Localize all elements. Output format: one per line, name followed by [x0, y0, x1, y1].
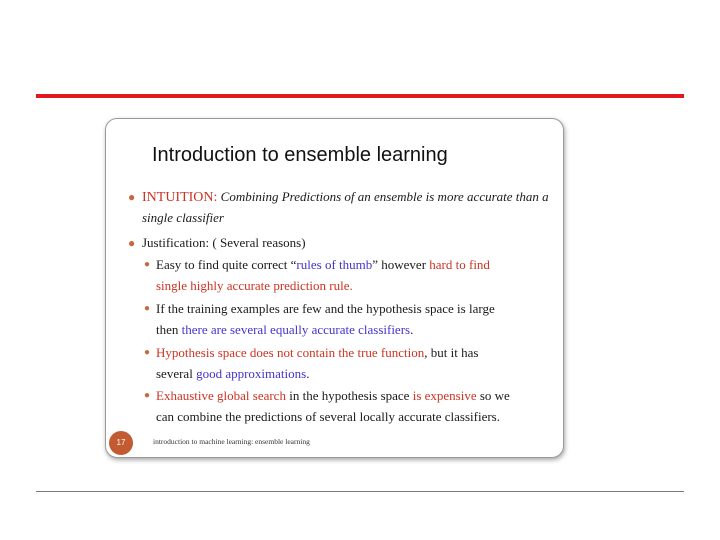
- page-number-badge: 17: [109, 431, 133, 455]
- bottom-rule: [36, 491, 684, 492]
- reason-1-rules-of-thumb: rules of thumb: [296, 257, 373, 272]
- reason-3-text-a2: several: [156, 366, 197, 381]
- reason-3-period: .: [306, 366, 310, 381]
- justification-label: Justification: [142, 235, 206, 250]
- bullet-icon: ●: [128, 236, 136, 250]
- reason-2-line-1: If the training examples are few and the hypothesis space is large: [156, 301, 495, 316]
- reason-1-line-2: single highly accurate prediction rule.: [156, 278, 353, 293]
- reason-1-hard-to-find: hard to find: [429, 257, 490, 272]
- reason-3-text-b: , but it has: [424, 345, 479, 360]
- reason-4-text-b: in the hypothesis space: [285, 388, 413, 403]
- reason-3-line-2: [156, 366, 309, 382]
- reason-3-good-approximations: good approximations: [196, 366, 307, 381]
- reason-3-line-1: [156, 345, 478, 361]
- justification-line: [142, 235, 306, 251]
- intuition-line-2: single classifier: [142, 210, 224, 225]
- reason-2-equally-accurate: there are several equally accurate classifiers: [181, 322, 411, 337]
- reason-2-text-a: then: [156, 322, 182, 337]
- intuition-line-1: [142, 189, 549, 206]
- sub-bullet-icon: ●: [144, 347, 151, 358]
- sub-bullet-icon: ●: [144, 303, 151, 314]
- slide-image: [105, 118, 564, 458]
- reason-4-exhaustive-search: Exhaustive global search: [156, 388, 286, 403]
- reason-2-line-2: [156, 322, 413, 338]
- reason-1-text-a: Easy to find quite correct “: [156, 257, 297, 272]
- intuition-label: INTUITION:: [142, 190, 218, 205]
- sub-bullet-icon: ●: [144, 259, 151, 270]
- bullet-icon: ●: [128, 190, 136, 204]
- reason-3-true-function: Hypothesis space does not contain the true function: [156, 345, 425, 360]
- reason-4-is-expensive: is expensive: [412, 388, 477, 403]
- reason-4-line-2: can combine the predictions of several locally accurate classifiers.: [156, 409, 500, 424]
- reason-1-line-1: [156, 257, 490, 273]
- reason-1-text-c: ” however: [372, 257, 430, 272]
- reason-4-line-1: [156, 388, 510, 404]
- intuition-text-1: Combining Predictions of an ensemble is more accurate than a: [220, 189, 549, 204]
- reason-2-period: .: [410, 322, 414, 337]
- justification-text: : ( Several reasons): [205, 235, 306, 250]
- sub-bullet-icon: ●: [144, 390, 151, 401]
- slide-title: Introduction to ensemble learning: [152, 144, 448, 166]
- slide-footer: introduction to machine learning: ensemble learning: [153, 437, 310, 446]
- top-accent-rule: [36, 94, 684, 98]
- reason-4-text-d: so we: [476, 388, 510, 403]
